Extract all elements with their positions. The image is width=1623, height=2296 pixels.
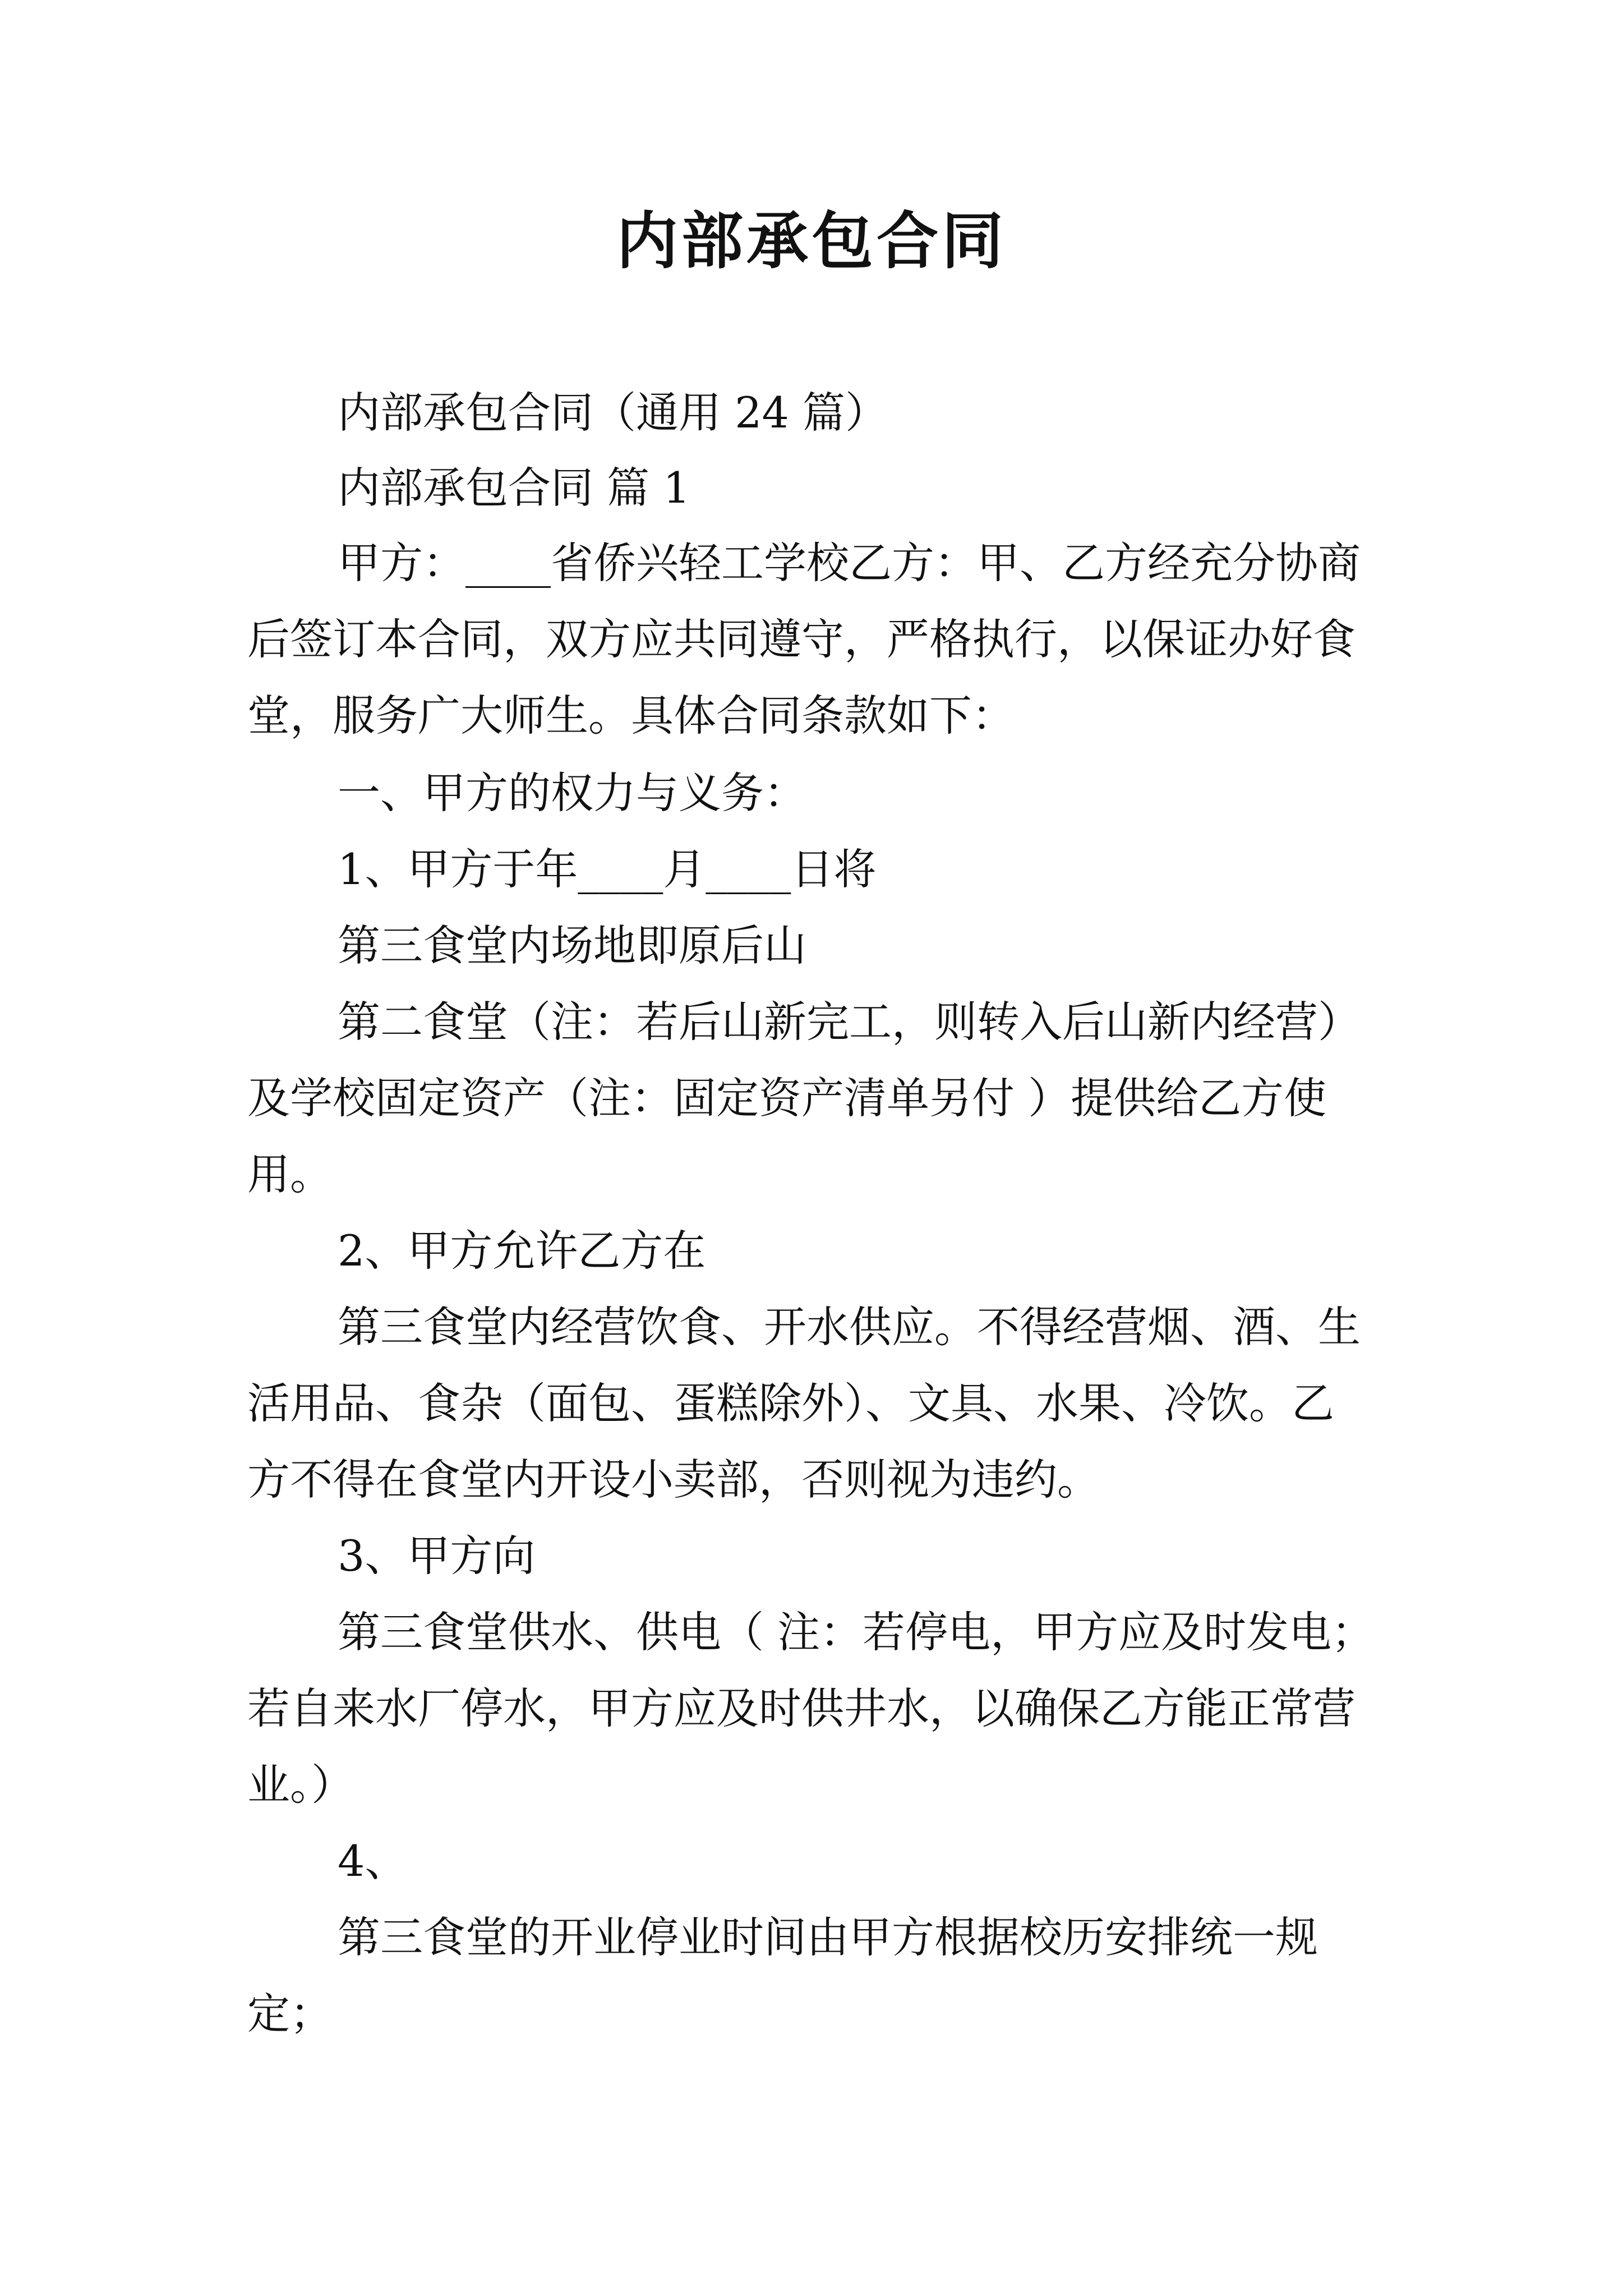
paragraph-line: 堂，服务广大师生。具体合同条款如下：: [247, 691, 1015, 740]
clause-line: 及学校固定资产（注：固定资产清单另付 ）提供给乙方使: [247, 1073, 1327, 1123]
clause-line: 若自来水厂停水，甲方应及时供井水，以确保乙方能正常营: [247, 1683, 1355, 1733]
paragraph-line: 后签订本合同，双方应共同遵守，严格执行，以保证办好食: [247, 614, 1355, 664]
clause-line: 活用品、食杂（面包、蛋糕除外）、文具、水果、冷饮。乙: [247, 1378, 1334, 1428]
clause-line: 定；: [247, 1989, 333, 2039]
clause-line: 第三食堂内场地即原后山: [338, 921, 806, 970]
clause-line: 第三食堂内经营饮食、开水供应。不得经营烟、酒、生: [338, 1302, 1361, 1352]
clause-line: 第三食堂供水、供电（ 注：若停电，甲方应及时发电；: [338, 1607, 1375, 1657]
clause-line: 第二食堂（注：若后山新完工，则转入后山新内经营）: [338, 997, 1361, 1047]
clause-line: 用。: [247, 1149, 333, 1199]
section-heading: 内部承包合同 篇 1: [338, 463, 690, 513]
clause-line: 2、甲方允许乙方在: [338, 1226, 706, 1276]
paragraph-line: 甲方：____省侨兴轻工学校乙方：甲、乙方经充分协商: [338, 538, 1361, 588]
subtitle-line: 内部承包合同（通用 24 篇）: [338, 388, 888, 438]
clause-line: 1、甲方于年____月____日将: [338, 844, 877, 894]
clause-line: 3、甲方向: [338, 1531, 536, 1581]
clause-line: 方不得在食堂内开设小卖部，否则视为违约。: [247, 1455, 1100, 1504]
clause-heading: 一、甲方的权力与义务：: [338, 768, 806, 818]
document-title: 内部承包合同: [616, 205, 1007, 277]
clause-line: 业。）: [247, 1760, 354, 1810]
clause-line: 第三食堂的开业停业时间由甲方根据校历安排统一规: [338, 1912, 1318, 1962]
clause-line: 4、: [338, 1836, 408, 1886]
